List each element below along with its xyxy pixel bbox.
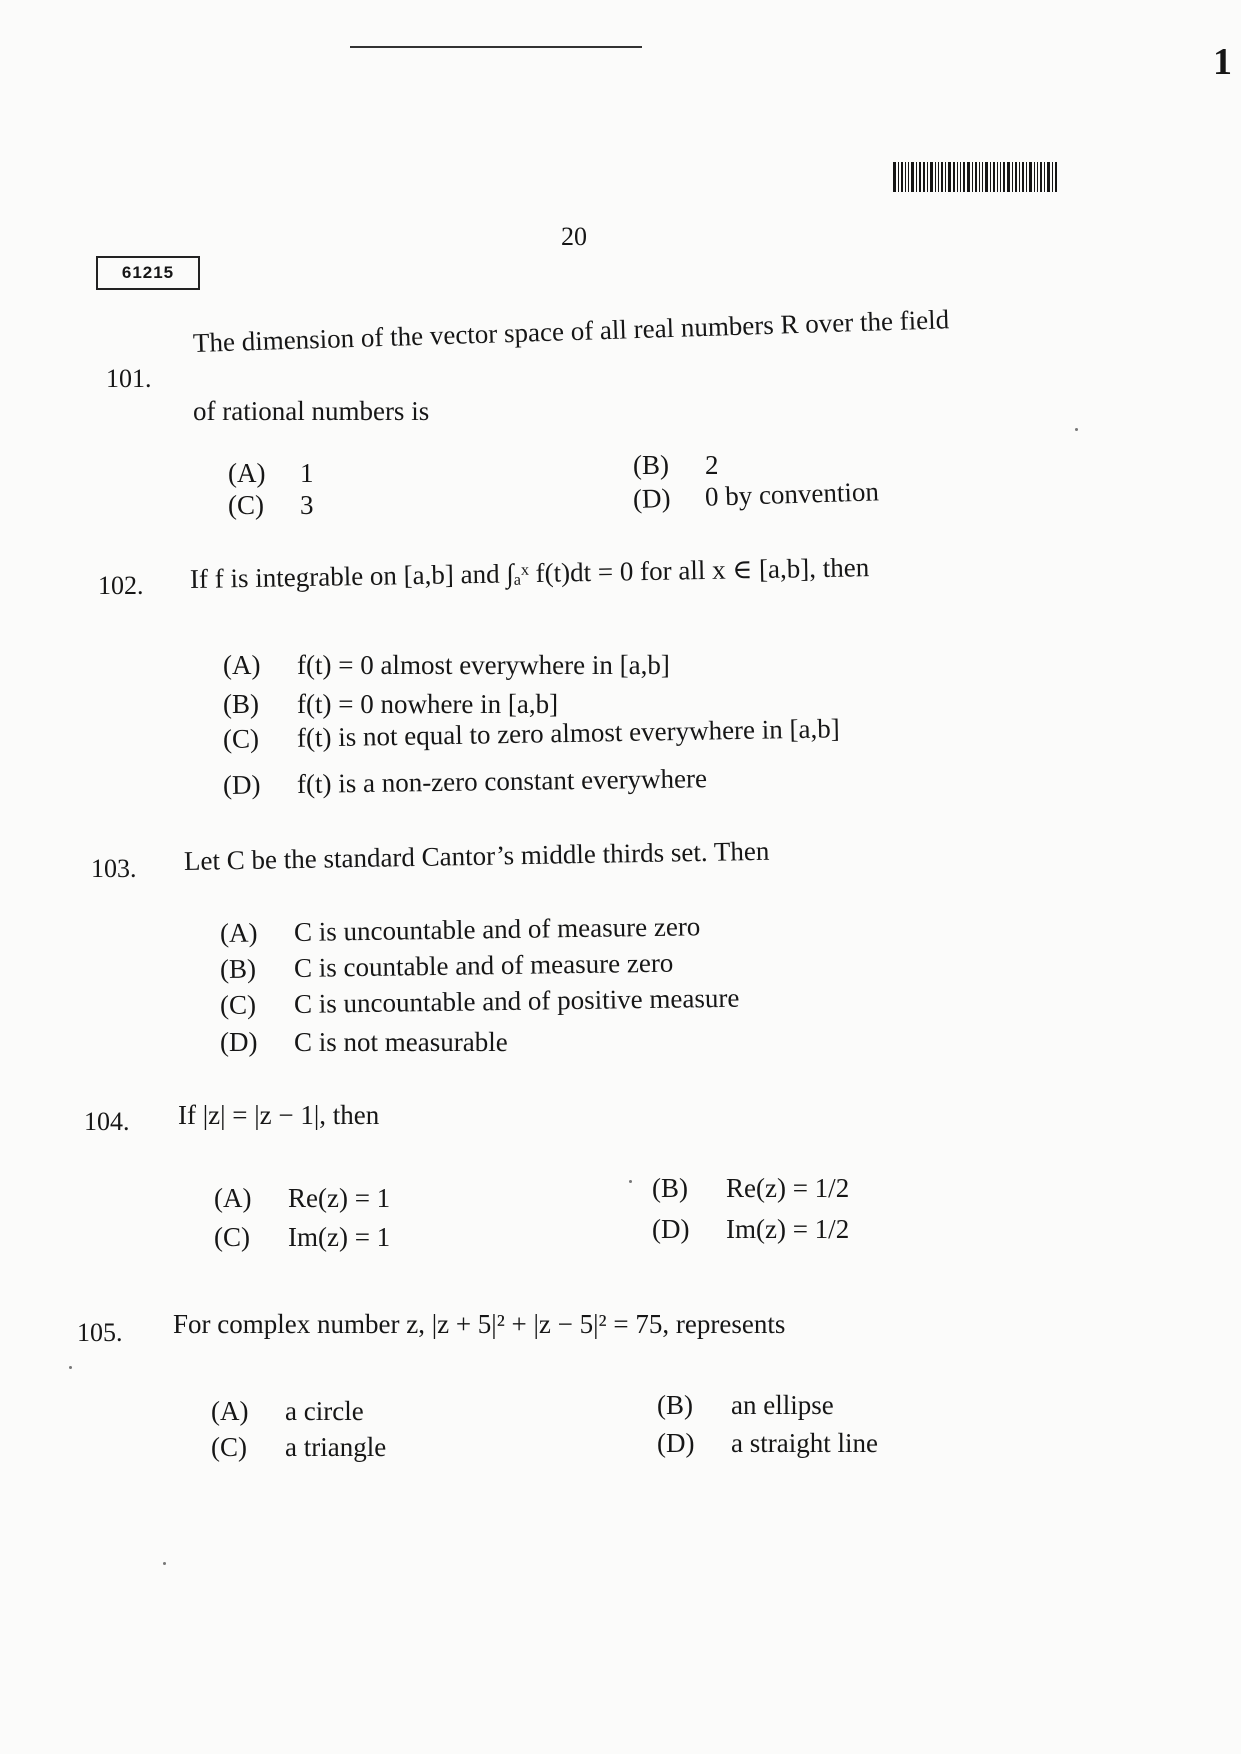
barcode-bar [963, 162, 965, 192]
option-b: (B) Re(z) = 1/2 [652, 1173, 850, 1203]
option-c: (C) 3 [228, 490, 314, 520]
barcode-bar [993, 162, 995, 192]
barcode-bar [941, 162, 943, 192]
barcode-bar [1022, 162, 1024, 192]
barcode-bar [911, 162, 914, 192]
scan-speck [629, 1180, 632, 1183]
barcode-bar [1015, 162, 1017, 192]
question-text: The dimension of the vector space of all real numbers R over the field [192, 304, 950, 358]
barcode-bar [1055, 162, 1057, 192]
barcode-bar [935, 162, 936, 192]
option-c: (C) a triangle [211, 1432, 387, 1462]
question-text: For complex number z, |z + 5|² + |z − 5|² = 75, represents [173, 1309, 786, 1339]
barcode-bar [979, 162, 980, 192]
barcode-bar [923, 162, 925, 192]
option-c: (C) Im(z) = 1 [214, 1222, 391, 1252]
option-a: (A) Re(z) = 1 [214, 1183, 391, 1213]
barcode-bar [930, 162, 933, 192]
barcode-bar [905, 162, 906, 192]
barcode-bar [997, 162, 998, 192]
option-d: (D) C is not measurable [220, 1027, 508, 1057]
option-d: (D) a straight line [657, 1428, 878, 1458]
top-rule [350, 46, 642, 48]
barcode-bar [957, 162, 958, 192]
option-b: (B) 2 [633, 450, 719, 480]
barcode-bar [1026, 162, 1027, 192]
barcode-bar [919, 162, 921, 192]
barcode-bar [1007, 162, 1010, 192]
option-c: (C) C is uncountable and of positive measure [219, 982, 740, 1020]
option-a: (A) C is uncountable and of measure zero [219, 911, 701, 948]
question-number: 103. [91, 854, 137, 883]
paper-code-box [96, 256, 200, 290]
barcode-bar [990, 162, 991, 192]
barcode-bar [1044, 162, 1045, 192]
barcode-bar [1003, 162, 1005, 192]
barcode-bar [948, 162, 951, 192]
barcode-bar [1012, 162, 1013, 192]
scan-speck [1075, 428, 1078, 431]
barcode-bar [898, 162, 899, 192]
option-a: (A) f(t) = 0 almost everywhere in [a,b] [223, 650, 670, 680]
scan-speck [163, 1562, 166, 1565]
barcode-bar [1029, 162, 1032, 192]
option-d: (D) 0 by convention [632, 476, 880, 514]
option-c: (C) f(t) is not equal to zero almost everywhere in [a,b] [222, 713, 840, 754]
barcode [893, 162, 1079, 192]
barcode-bar [908, 162, 909, 192]
barcode-bar [893, 162, 896, 192]
barcode-bar [972, 162, 973, 192]
barcode-bar [985, 162, 988, 192]
barcode-bar [901, 162, 903, 192]
barcode-bar [975, 162, 977, 192]
option-a: (A) 1 [228, 458, 314, 488]
scan-speck [69, 1366, 72, 1369]
question-text-cont: of rational numbers is [193, 396, 430, 426]
page-number: 20 [561, 222, 587, 251]
barcode-bar [1034, 162, 1035, 192]
barcode-bar [945, 162, 946, 192]
barcode-bar [927, 162, 928, 192]
question-number: 102. [98, 571, 144, 600]
option-d: (D) Im(z) = 1/2 [652, 1214, 850, 1244]
question-number: 104. [84, 1107, 130, 1136]
barcode-bar [1040, 162, 1042, 192]
question-text: If |z| = |z − 1|, then [178, 1100, 380, 1130]
barcode-bar [1052, 162, 1053, 192]
barcode-bar [938, 162, 939, 192]
barcode-bar [1019, 162, 1020, 192]
option-b: (B) an ellipse [657, 1390, 834, 1420]
paper-code: 61215 [121, 263, 175, 282]
option-b: (B) C is countable and of measure zero [219, 947, 674, 984]
barcode-bar [1037, 162, 1038, 192]
option-b: (B) f(t) = 0 nowhere in [a,b] [223, 689, 559, 719]
question-number: 101. [106, 364, 152, 393]
barcode-bar [1000, 162, 1001, 192]
barcode-bar [953, 162, 955, 192]
question-text: Let C be the standard Cantor’s middle thirds set. Then [183, 835, 770, 876]
barcode-bar [982, 162, 983, 192]
question-number: 105. [77, 1318, 123, 1347]
option-d: (D) f(t) is a non-zero constant everywhere [222, 763, 708, 800]
option-a: (A) a circle [211, 1396, 364, 1426]
barcode-bar [916, 162, 917, 192]
barcode-bar [1047, 162, 1050, 192]
corner-mark: 1 [1213, 41, 1232, 83]
question-text: If f is integrable on [a,b] and ∫ₐˣ f(t)dt = 0 for all x ∈ [a,b], then [189, 552, 870, 594]
barcode-bar [967, 162, 970, 192]
barcode-bar [960, 162, 961, 192]
